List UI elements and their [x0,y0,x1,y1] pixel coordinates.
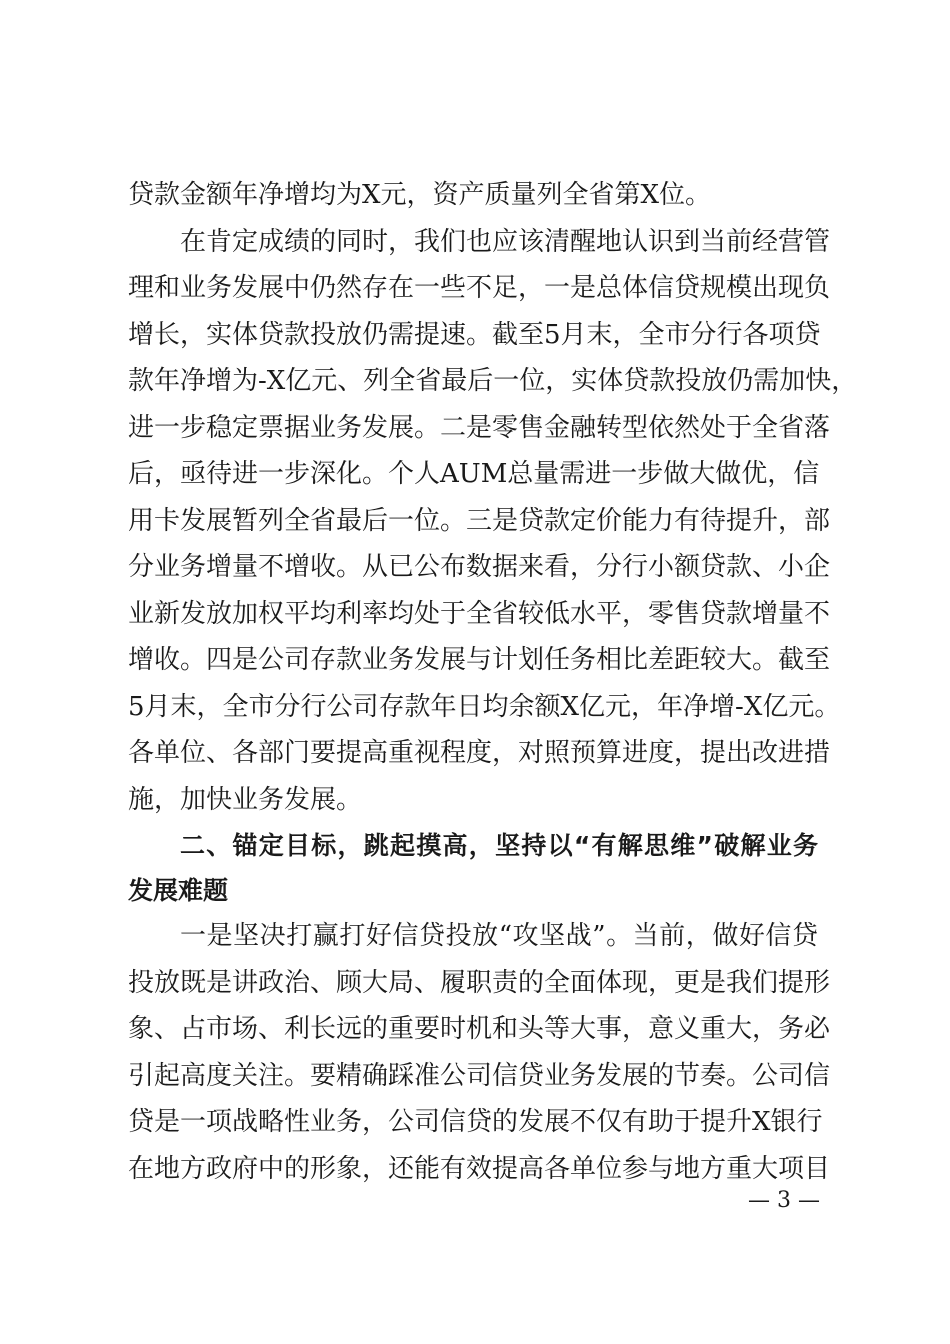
paragraph-line: 各单位、各部门要提高重视程度，对照预算进度，提出改进措 [128,738,831,768]
paragraph-line: 业新发放加权平均利率均处于全省较低水平，零售贷款增量不 [128,598,831,629]
paragraph-line: 在肯定成绩的同时，我们也应该清醒地认识到当前经营管 [180,226,831,257]
paragraph-line: 后，亟待进一步深化。个人AUM总量需进一步做大做优，信 [128,459,820,489]
page-number: — 3 — [748,1188,820,1213]
paragraph-line: 用卡发展暂列全省最后一位。三是贷款定价能力有待提升，部 [128,505,831,536]
paragraph-line: 象、占市场、利长远的重要时机和头等大事，意义重大，务必 [128,1014,831,1044]
paragraph-line: 增收。四是公司存款业务发展与计划任务相比差距较大。截至 [128,645,831,675]
paragraph-line: 引起高度关注。要精确踩准公司信贷业务发展的节奏。公司信 [128,1060,831,1091]
paragraph-line: 一是坚决打赢打好信贷投放“攻坚战”。当前，做好信贷 [180,921,818,951]
section-heading: 二、锚定目标，跳起摸高，坚持以“有解思维”破解业务 [180,831,818,860]
paragraph-line: 理和业务发展中仍然存在一些不足，一是总体信贷规模出现负 [128,273,831,303]
paragraph-line: 贷是一项战略性业务，公司信贷的发展不仅有助于提升X银行 [128,1107,823,1137]
paragraph-line: 5月末，全市分行公司存款年日均余额X亿元，年净增-X亿元。 [128,691,841,722]
paragraph-line: 进一步稳定票据业务发展。二是零售金融转型依然处于全省落 [128,412,831,443]
paragraph-line: 款年净增为-X亿元、列全省最后一位，实体贷款投放仍需加快， [128,366,858,396]
paragraph-line: 在地方政府中的形象，还能有效提高各单位参与地方重大项目 [128,1153,831,1184]
paragraph-line: 增长，实体贷款投放仍需提速。截至5月末，全市分行各项贷 [128,319,821,350]
paragraph-line: 投放既是讲政治、顾大局、履职责的全面体现，更是我们提形 [128,967,831,998]
paragraph-line: 施，加快业务发展。 [128,784,363,815]
section-heading: 发展难题 [128,876,229,905]
paragraph-line: 分业务增量不增收。从已公布数据来看，分行小额贷款、小企 [128,552,831,582]
document-body [128,172,858,1192]
paragraph-line: 贷款金额年净增均为X元，资产质量列全省第X位。 [128,180,712,210]
